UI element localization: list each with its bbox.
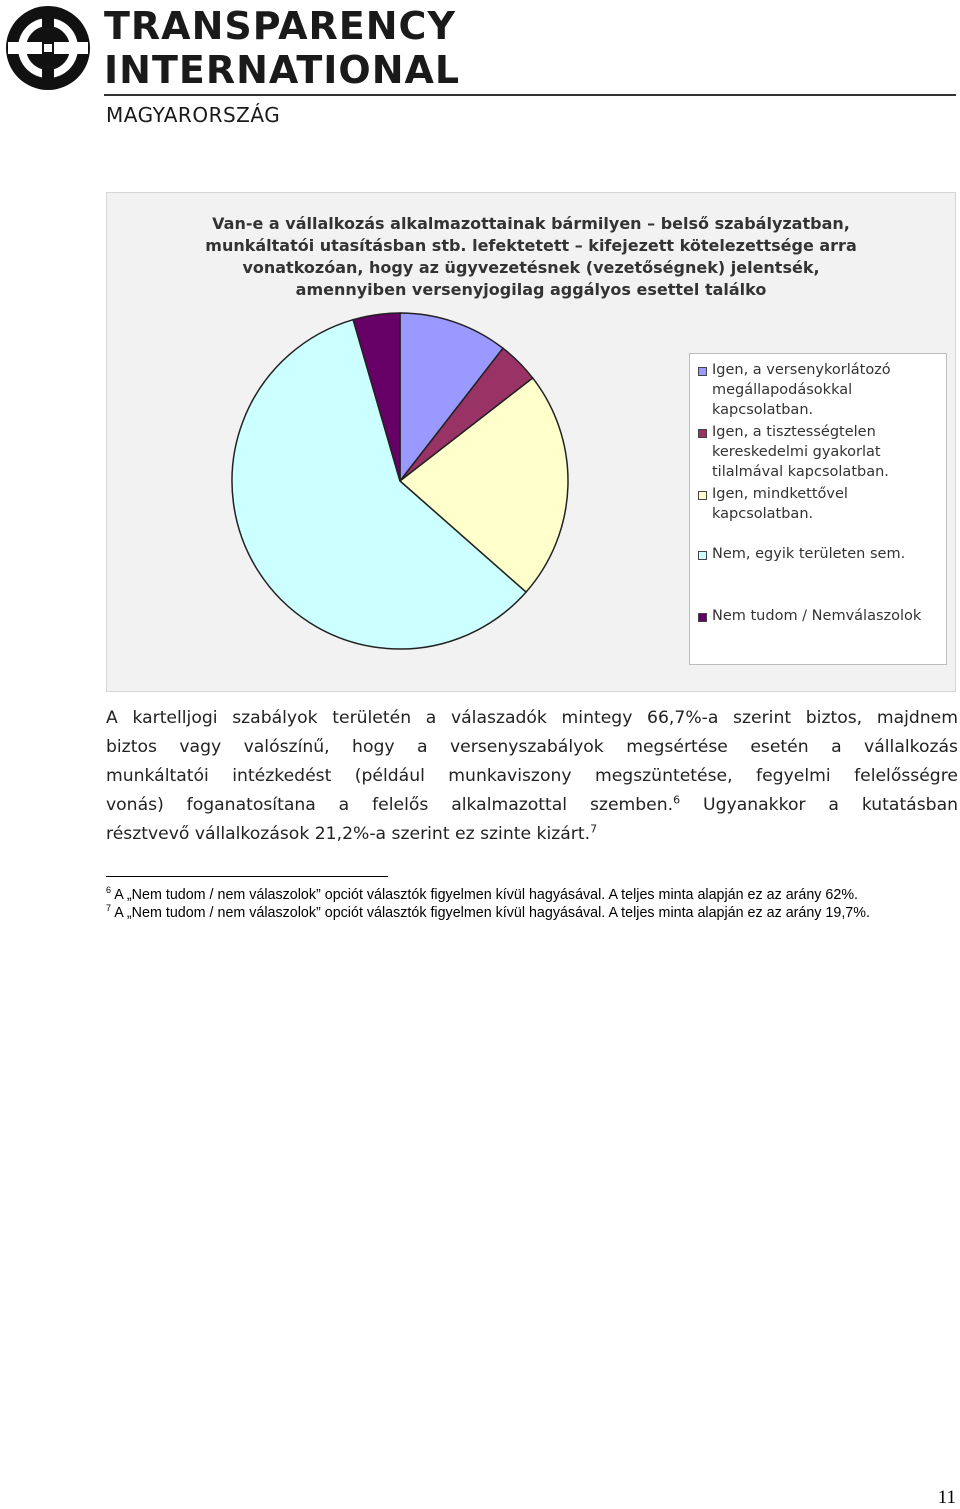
- legend-label-line: megállapodásokkal: [712, 382, 853, 398]
- brand-line-2: INTERNATIONAL: [104, 48, 461, 92]
- paragraph-line: A kartelljogi szabályok területén a válaszadók mintegy 66,7%-a szerint biztos, majdnem: [106, 708, 958, 728]
- footnote-7: [106, 904, 958, 922]
- country-label: MAGYARORSZÁG: [106, 103, 281, 127]
- paragraph-line: [106, 820, 958, 849]
- footnote-mark: 6: [106, 885, 112, 896]
- legend-swatch: [698, 551, 707, 560]
- footnote-text: A „Nem tudom / nem válaszolok” opciót választók figyelmen kívül hagyásával. A teljes minta alapján ez az arány 62%.: [114, 887, 859, 903]
- legend-swatch: [698, 367, 707, 376]
- header-divider: [104, 94, 956, 96]
- legend-swatch: [698, 613, 707, 622]
- legend-label: [712, 360, 944, 420]
- chart-title-line: munkáltatói utasításban stb. lefektetett – kifejezett kötelezettsége arra: [205, 236, 857, 255]
- paragraph-line-text: vonás) foganatosítana a felelős alkalmazottal szemben.: [106, 795, 674, 815]
- brand-name: [104, 4, 460, 92]
- legend-label-line: Igen, mindkettővel: [712, 486, 848, 502]
- paragraph-line: biztos vagy valószínű, hogy a versenyszabályok megsértése esetén a vállalkozás: [106, 737, 958, 757]
- paragraph-line: munkáltatói intézkedést (például munkaviszony megszüntetése, fegyelmi felelősségre: [106, 766, 958, 786]
- body-paragraph: [106, 704, 958, 849]
- chart-legend: [689, 353, 947, 665]
- legend-label: [712, 422, 944, 482]
- page-header: [0, 0, 960, 130]
- legend-label-line: tilalmával kapcsolatban.: [712, 464, 889, 480]
- chart-title-line: Van-e a vállalkozás alkalmazottainak bármilyen – belső szabályzatban,: [212, 214, 850, 233]
- footnote-ref-7[interactable]: 7: [590, 822, 598, 836]
- footnote-6: [106, 886, 958, 904]
- transparency-international-logo-icon: [4, 4, 92, 92]
- footnote-ref-6[interactable]: 6: [673, 793, 681, 807]
- legend-label: [712, 544, 944, 564]
- legend-swatch: [698, 491, 707, 500]
- footnote-divider: [106, 876, 388, 877]
- legend-label-line: kapcsolatban.: [712, 506, 814, 522]
- legend-label-line: Nem tudom / Nemválaszolok: [712, 608, 922, 624]
- brand-line-1: TRANSPARENCY: [104, 4, 456, 48]
- legend-swatch: [698, 429, 707, 438]
- footnotes: [106, 886, 958, 922]
- footnote-mark: 7: [106, 903, 112, 914]
- page-number: 11: [937, 1487, 956, 1508]
- paragraph-line: [106, 791, 958, 820]
- chart-title-line: amennyiben versenyjogilag aggályos esettel találko: [295, 280, 767, 299]
- legend-label-line: kapcsolatban.: [712, 402, 814, 418]
- legend-label-line: kereskedelmi gyakorlat: [712, 444, 881, 460]
- pie-chart: [106, 192, 956, 692]
- legend-label-line: Nem, egyik területen sem.: [712, 546, 906, 562]
- legend-label-line: Igen, a versenykorlátozó: [712, 362, 891, 378]
- legend-label-line: Igen, a tisztességtelen: [712, 424, 876, 440]
- chart-title-line: vonatkozóan, hogy az ügyvezetésnek (vezetőségnek) jelentsék,: [242, 258, 820, 277]
- legend-label: [712, 606, 944, 626]
- paragraph-line-text: résztvevő vállalkozások 21,2%-a szerint ez szinte kizárt.: [106, 824, 591, 844]
- footnote-text: A „Nem tudom / nem válaszolok” opciót választók figyelmen kívül hagyásával. A teljes minta alapján ez az arány 19,7%.: [114, 905, 870, 921]
- paragraph-line-text: Ugyanakkor a kutatásban: [703, 795, 958, 815]
- legend-label: [712, 484, 944, 524]
